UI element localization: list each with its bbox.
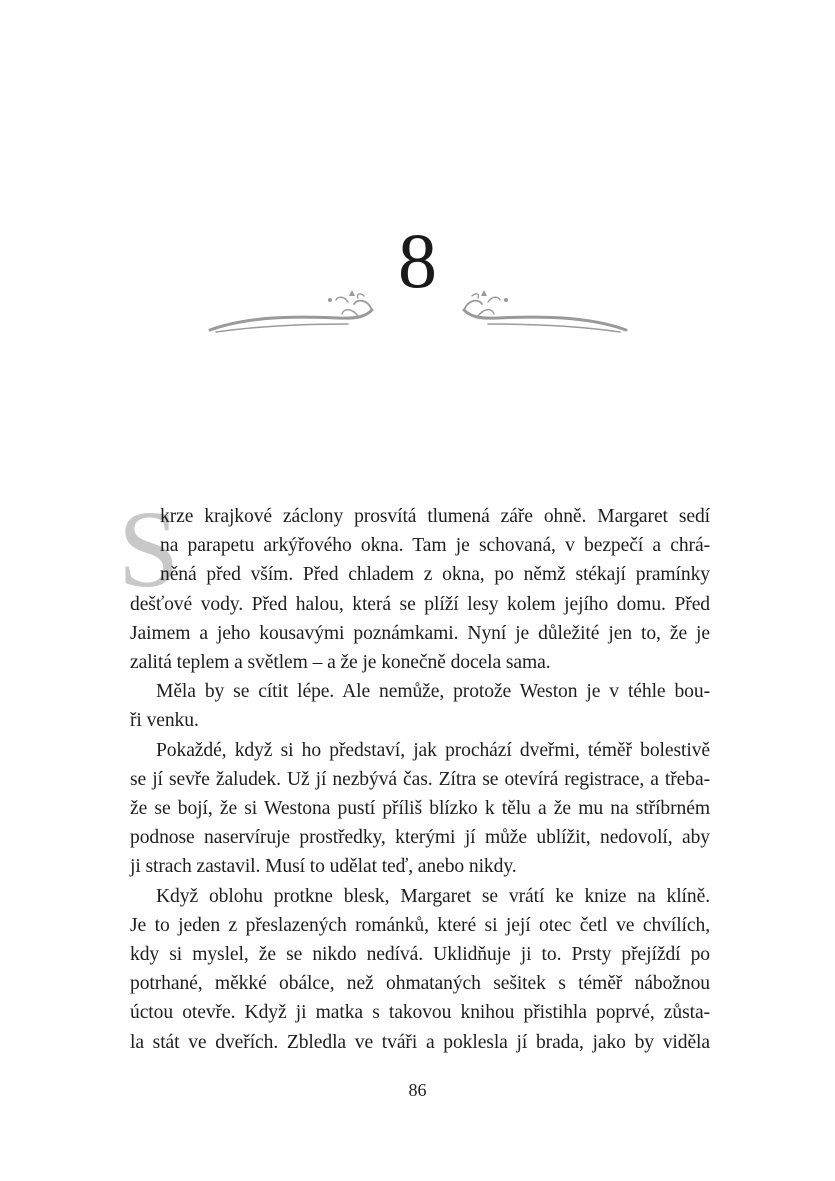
- text-line: ři venku.: [130, 710, 199, 732]
- text-line: Měla by se cítit lépe. Ale nemůže, protože Weston je v téhle bou-: [156, 681, 710, 703]
- text-line: něná před vším. Před chladem z okna, po němž stékají pramínky: [160, 564, 710, 586]
- text-line: kdy si myslel, že se nikdo nedívá. Uklidňuje ji to. Prsty přejíždí po: [130, 944, 710, 966]
- text-line: na parapetu arkýřového okna. Tam je schovaná, v bezpečí a chrá-: [160, 535, 710, 557]
- text-line: Pokaždé, když si ho představí, jak prochází dveřmi, téměř bolestivě: [156, 739, 710, 761]
- text-line: zalitá teplem a světlem – a že je konečně docela sama.: [130, 652, 551, 674]
- text-line: dešťové vody. Před halou, která se plíží lesy kolem jejího domu. Před: [130, 593, 710, 615]
- paragraph: [130, 677, 710, 735]
- flourish-ornament: [208, 286, 628, 342]
- paragraph: [130, 882, 710, 1057]
- text-line: krze krajkové záclony prosvítá tlumená záře ohně. Margaret sedí: [160, 506, 710, 527]
- page-number: 86: [408, 1080, 427, 1100]
- text-line: že se bojí, že si Westona pustí příliš blízko k tělu a že mu na stříbrném: [130, 798, 710, 820]
- paragraph: [130, 736, 710, 882]
- text-line: Jaimem a jeho kousavými poznámkami. Nyní je důležité jen to, že je: [130, 622, 710, 644]
- chapter-number: 8: [398, 217, 437, 304]
- text-line: potrhané, měkké obálce, než ohmataných sešitek s téměř nábožnou: [130, 973, 710, 995]
- text-line: ji strach zastavil. Musí to udělat teď, anebo nikdy.: [130, 856, 517, 878]
- drop-cap: S: [118, 488, 180, 610]
- text-line: se jí sevře žaludek. Už jí nezbývá čas. Zítra se otevírá registrace, a třeba-: [130, 768, 710, 790]
- text-line: úctou otevře. Když ji matka s takovou knihou přistihla poprvé, zůsta-: [130, 1002, 710, 1024]
- text-line: la stát ve dveřích. Zbledla ve tváři a poklesla jí brada, jako by viděla: [130, 1031, 710, 1053]
- text-line: Když oblohu protkne blesk, Margaret se vrátí ke knize na klíně.: [156, 885, 710, 907]
- text-line: podnose naservíruje prostředky, kterými jí může ublížit, nedovolí, aby: [130, 827, 710, 849]
- text-line: Je to jeden z přeslazených románků, které si její otec četl ve chvílích,: [130, 914, 710, 936]
- paragraph: [130, 502, 710, 677]
- chapter-text: [130, 502, 710, 1057]
